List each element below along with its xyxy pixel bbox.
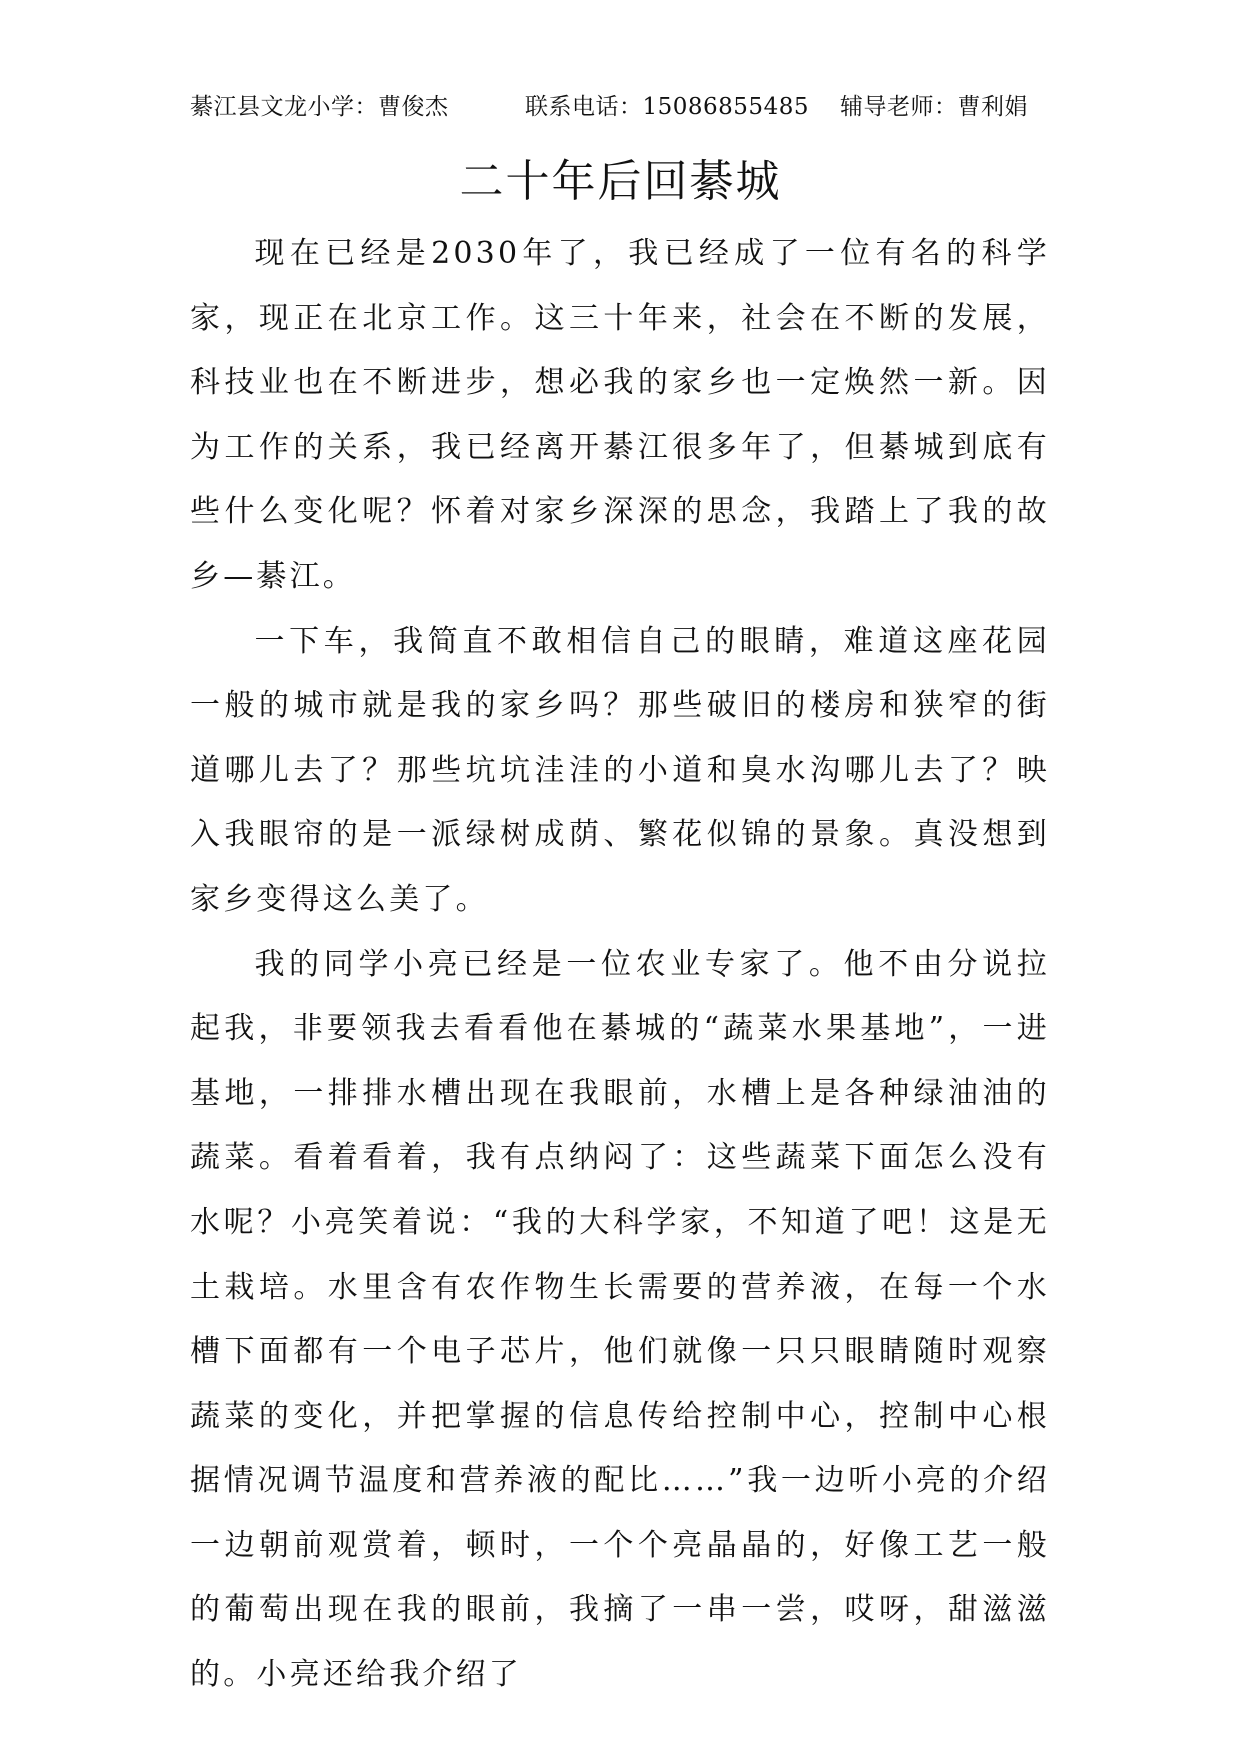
paragraph-1: 现在已经是2030年了，我已经成了一位有名的科学家，现正在北京工作。这三十年来，社会在不断的发展，科技业也在不断进步，想必我的家乡也一定焕然一新。因为工作的关系，我已经离开綦江很多年了，但綦城到底有些什么变化呢？怀着对家乡深深的思念，我踏上了我的故乡—綦江。 — [190, 236, 1050, 594]
paragraph-2: 一下车，我简直不敢相信自己的眼睛，难道这座花园一般的城市就是我的家乡吗？那些破旧的楼房和狭窄的街道哪儿去了？那些坑坑洼洼的小道和臭水沟哪儿去了？映入我眼帘的是一派绿树成荫、繁花似锦的景象。真没想到家乡变得这么美了。 — [190, 623, 1050, 917]
header-teacher: 辅导老师：曹利娟 — [840, 94, 1028, 120]
essay-title: 二十年后回綦城 — [459, 156, 782, 207]
essay-body — [190, 222, 1050, 1693]
page-header — [190, 90, 1050, 130]
header-school-author: 綦江县文龙小学：曹俊杰 — [190, 94, 449, 120]
paragraph-3: 我的同学小亮已经是一位农业专家了。他不由分说拉起我，非要领我去看看他在綦城的“蔬菜水果基地”，一进基地，一排排水槽出现在我眼前，水槽上是各种绿油油的蔬菜。看着看着，我有点纳闷了：这些蔬菜下面怎么没有水呢？小亮笑着说：“我的大科学家，不知道了吧！这是无土栽培。水里含有农作物生长需要的营养液，在每一个水槽下面都有一个电子芯片，他们就像一只只眼睛随时观察蔬菜的变化，并把掌握的信息传给控制中心，控制中心根据情况调节温度和营养液的配比……”我一边听小亮的介绍一边朝前观赏着，顿时，一个个亮晶晶的，好像工艺一般的葡萄出现在我的眼前，我摘了一串一尝，哎呀，甜滋滋的。小亮还给我介绍了 — [190, 946, 1050, 1693]
header-phone: 联系电话：15086855485 — [525, 94, 809, 120]
